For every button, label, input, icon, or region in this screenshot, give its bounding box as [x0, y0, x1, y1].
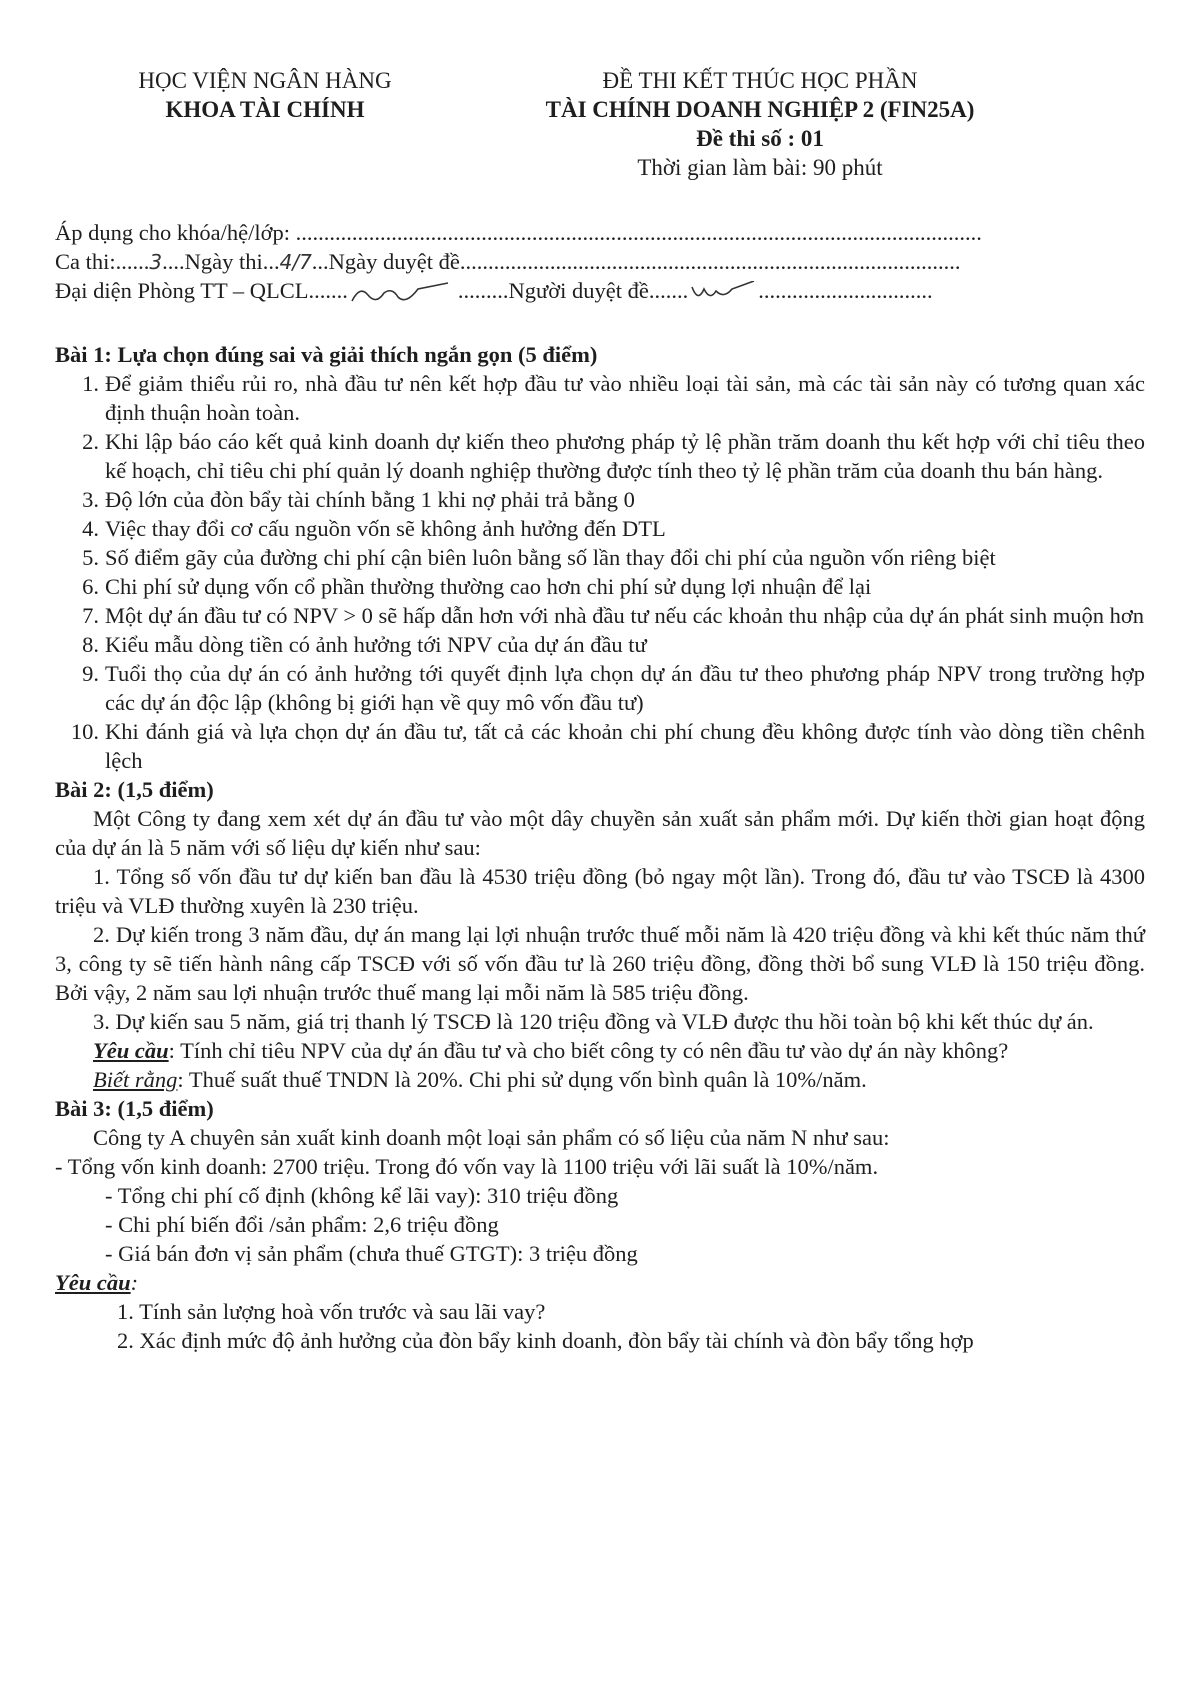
schedule-row: Ca thi:......3....Ngày thi...4/7...Ngày duyệt đề.........................................................................................	[55, 249, 961, 274]
bai2-requirement	[55, 1036, 1145, 1065]
bai3-req-1: 1. Tính sản lượng hoà vốn trước và sau lãi vay?	[117, 1299, 546, 1324]
list-item: 10. Khi đánh giá và lựa chọn dự án đầu tư, tất cả các khoản chi phí chung đều không được tính vào dòng tiền chênh lệch	[70, 719, 1145, 773]
approver-label: Người duyệt đề	[508, 278, 649, 303]
list-item: 6. Chi phí sử dụng vốn cổ phần thường thường cao hơn chi phí sử dụng lợi nhuận để lại	[82, 574, 872, 599]
bai2-req-text: : Tính chỉ tiêu NPV của dự án đầu tư và cho biết công ty có nên đầu tư vào dự án này không?	[168, 1038, 1009, 1063]
bai2-point-1: 1. Tổng số vốn đầu tư dự kiến ban đầu là 4530 triệu đồng (bỏ ngay một lần). Trong đó, đầu tư vào TSCĐ là 4300 triệu và VLĐ thường xuyên là 230 triệu.	[55, 864, 1145, 918]
list-item: 3. Độ lớn của đòn bẩy tài chính bằng 1 khi nợ phải trả bằng 0	[82, 487, 635, 512]
bai3-detail-1: - Tổng vốn kinh doanh: 2700 triệu. Trong đó vốn vay là 1100 triệu với lãi suất là 10%/năm.	[55, 1154, 879, 1179]
list-item: 2. Khi lập báo cáo kết quả kinh doanh dự kiến theo phương pháp tỷ lệ phần trăm doanh thu kết hợp với chỉ tiêu theo kế hoạch, chỉ tiêu chi phí quản lý doanh nghiệp thường được tính theo tỷ lệ phần trăm của doanh thu bán hàng.	[82, 429, 1145, 483]
bai3-detail-4: - Giá bán đơn vị sản phẩm (chưa thuế GTGT): 3 triệu đồng	[105, 1241, 638, 1266]
bai3-detail-2: - Tổng chi phí cố định (không kể lãi vay): 310 triệu đồng	[105, 1183, 619, 1208]
exam-type: ĐỀ THI KẾT THÚC HỌC PHẦN	[602, 68, 918, 93]
bai3-heading: Bài 3: (1,5 điểm)	[55, 1096, 214, 1121]
bai1-heading: Bài 1: Lựa chọn đúng sai và giải thích ngắn gọn (5 điểm)	[55, 342, 598, 367]
bai2-point-2: 2. Dự kiến trong 3 năm đầu, dự án mang lại lợi nhuận trước thuế mỗi năm là 420 triệu đồng và khi kết thúc năm thứ 3, công ty sẽ tiến hành nâng cấp TSCĐ với số vốn đầu tư là 260 triệu đồng, đồng thời bổ sung VLĐ là 150 triệu đồng. Bởi vậy, 2 năm sau lợi nhuận trước thuế mang lại mỗi năm là 585 triệu đồng.	[55, 922, 1145, 1005]
exam-meta	[55, 218, 1150, 305]
exam-duration: Thời gian làm bài: 90 phút	[637, 155, 883, 180]
bai2-req-label: Yêu cầu	[93, 1038, 169, 1063]
bai2-given-label: Biết rằng	[93, 1067, 178, 1092]
bai3-intro: Công ty A chuyên sản xuất kinh doanh một loại sản phẩm có số liệu của năm N như sau:	[93, 1125, 890, 1150]
rep-label: Đại diện Phòng TT – QLCL	[55, 278, 309, 303]
list-item: 7. Một dự án đầu tư có NPV > 0 sẽ hấp dẫn hơn với nhà đầu tư nếu các khoản thu nhập của dự án phát sinh muộn hơn	[82, 603, 1145, 628]
exam-date-label: Ngày thi	[184, 249, 263, 274]
exam-number: Đề thi số : 01	[696, 126, 824, 151]
bai2-given-text: : Thuế suất thuế TNDN là 20%. Chi phi sử dụng vốn bình quân là 10%/năm.	[177, 1067, 867, 1092]
list-item: 1. Để giảm thiểu rủi ro, nhà đầu tư nên kết hợp đầu tư vào nhiều loại tài sản, mà các tài sản này có tương quan xác định thuận hoàn toàn.	[82, 371, 1145, 425]
bai3-detail-3: - Chi phí biến đổi /sản phẩm: 2,6 triệu đồng	[105, 1212, 499, 1237]
course-name: TÀI CHÍNH DOANH NGHIỆP 2 (FIN25A)	[545, 97, 975, 122]
faculty-name: KHOA TÀI CHÍNH	[165, 97, 365, 122]
exam-content	[55, 340, 1145, 1355]
apply-row: Áp dụng cho khóa/hệ/lớp: ..........................................................................................................................	[55, 220, 982, 245]
list-item: 5. Số điểm gãy của đường chi phí cận biên luôn bằng số lần thay đổi chi phí của nguồn vốn riêng biệt	[82, 545, 996, 570]
bai2-heading: Bài 2: (1,5 điểm)	[55, 777, 214, 802]
list-item: 8. Kiểu mẫu dòng tiền có ảnh hưởng tới NPV của dự án đầu tư	[82, 632, 647, 657]
shift-value: 3	[149, 250, 163, 274]
approver-signature-icon	[688, 281, 758, 305]
exam-title-block	[500, 66, 1020, 182]
shift-label: Ca thi:	[55, 249, 116, 274]
exam-date-value: 4/7	[279, 250, 312, 274]
bai3-req-label: Yêu cầu	[55, 1270, 131, 1295]
bai3-req-colon: :	[130, 1270, 139, 1295]
approval-date-label: Ngày duyệt đề	[328, 249, 460, 274]
rep-signature-icon	[348, 281, 458, 305]
signature-row: Đại diện Phòng TT – QLCL....... .........Người duyệt đề....... ...............................	[55, 278, 933, 303]
list-item: 4. Việc thay đổi cơ cấu nguồn vốn sẽ không ảnh hưởng đến DTL	[82, 516, 666, 541]
bai1-list	[55, 369, 1145, 775]
institution-block	[80, 66, 450, 124]
bai3-req-2: 2. Xác định mức độ ảnh hưởng của đòn bẩy kinh doanh, đòn bẩy tài chính và đòn bẩy tổng hợp	[117, 1328, 974, 1353]
list-item: 9. Tuổi thọ của dự án có ảnh hưởng tới quyết định lựa chọn dự án đầu tư theo phương pháp NPV trong trường hợp các dự án độc lập (không bị giới hạn về quy mô vốn đầu tư)	[82, 661, 1145, 715]
bai2-intro: Một Công ty đang xem xét dự án đầu tư vào một dây chuyền sản xuất sản phẩm mới. Dự kiến thời gian hoạt động của dự án là 5 năm với số liệu dự kiến như sau:	[55, 806, 1145, 860]
bai2-given	[55, 1065, 1145, 1094]
institution-name: HỌC VIỆN NGÂN HÀNG	[138, 68, 392, 93]
bai3-requirement	[55, 1268, 1145, 1297]
apply-label: Áp dụng cho khóa/hệ/lớp:	[55, 220, 290, 245]
bai2-point-3: 3. Dự kiến sau 5 năm, giá trị thanh lý TSCĐ là 120 triệu đồng và VLĐ được thu hồi toàn bộ khi kết thúc dự án.	[93, 1009, 1094, 1034]
